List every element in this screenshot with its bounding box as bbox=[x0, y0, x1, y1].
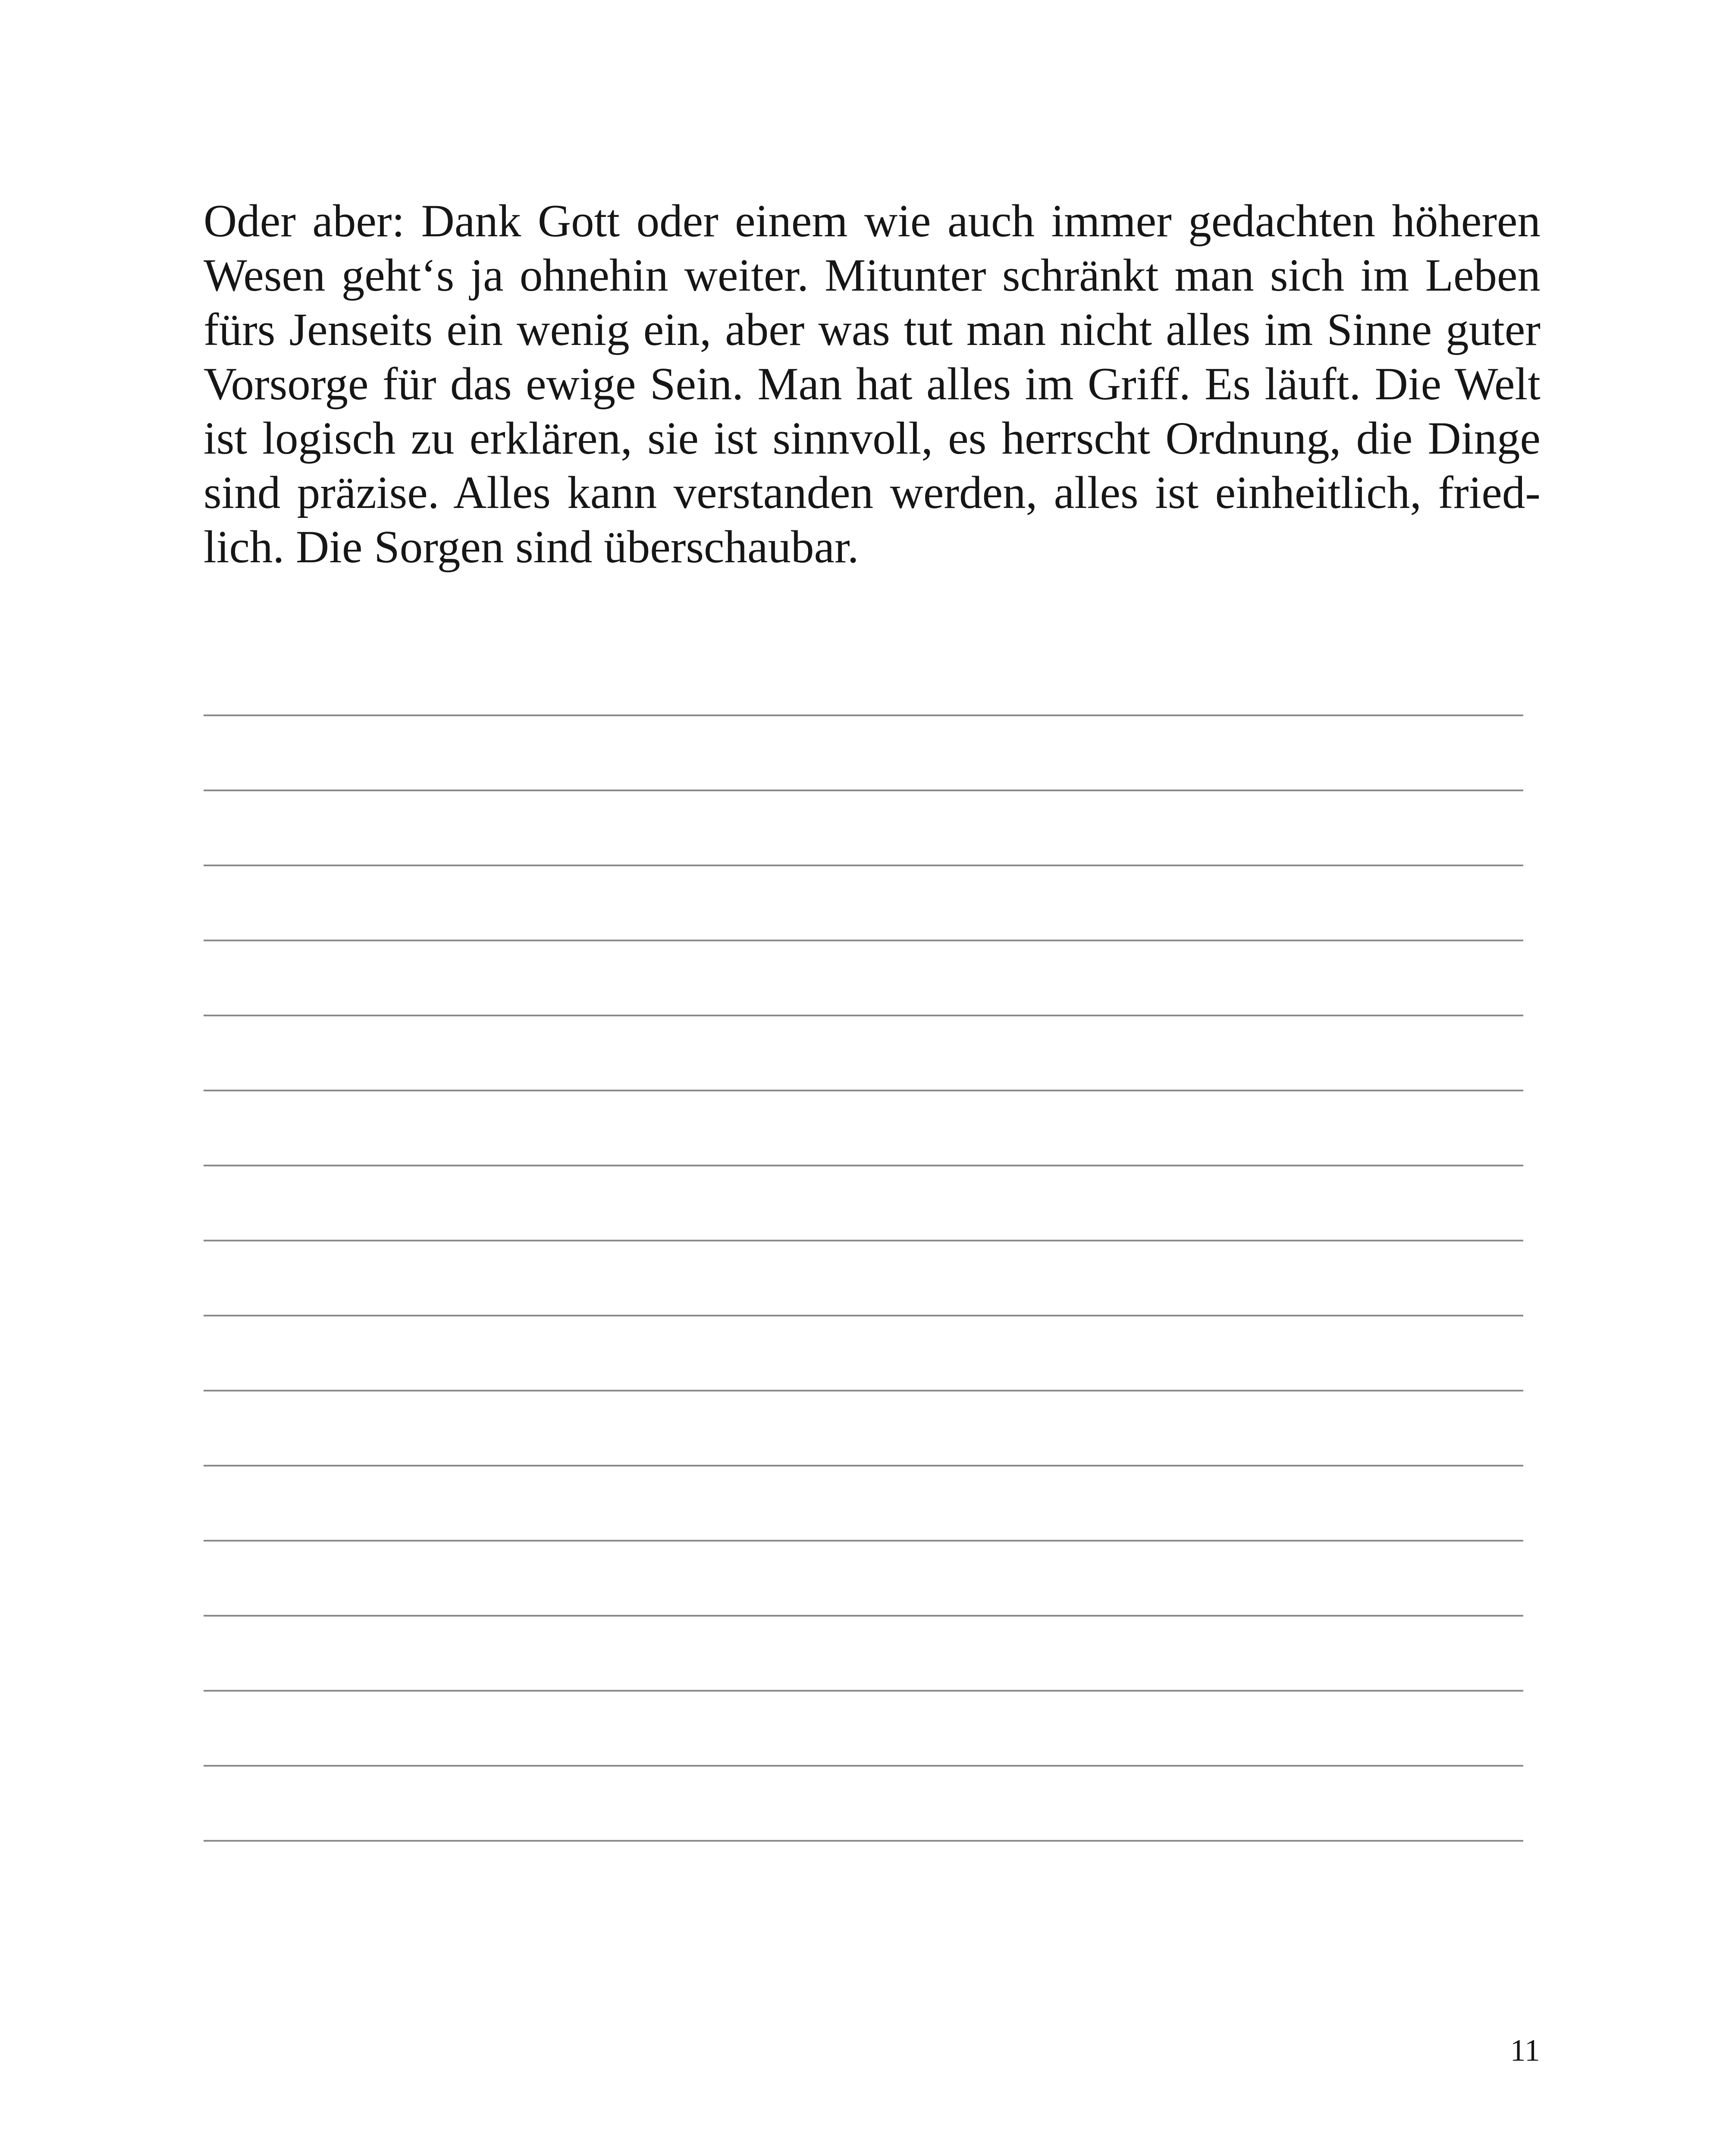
paragraph-line: lich. Die Sorgen sind überschaubar. bbox=[204, 522, 859, 573]
writing-line bbox=[204, 1540, 1523, 1542]
body-paragraph bbox=[204, 194, 1541, 574]
paragraph-line: sind präzise. Alles kann verstanden werden, alles ist einheitlich, fried- bbox=[204, 467, 1541, 518]
writing-line bbox=[204, 1615, 1523, 1617]
paragraph-line: ist logisch zu erklären, sie ist sinnvoll, es herrscht Ordnung, die Dinge bbox=[204, 413, 1541, 464]
writing-line bbox=[204, 1315, 1523, 1316]
writing-line bbox=[204, 1165, 1523, 1166]
paragraph-line: fürs Jenseits ein wenig ein, aber was tut man nicht alles im Sinne guter bbox=[204, 304, 1541, 355]
paragraph-line: Wesen geht‘s ja ohnehin weiter. Mitunter schränkt man sich im Leben bbox=[204, 250, 1541, 301]
writing-line bbox=[204, 1390, 1523, 1391]
writing-line bbox=[204, 1690, 1523, 1692]
writing-line bbox=[204, 940, 1523, 941]
writing-line bbox=[204, 1765, 1523, 1767]
paragraph-line: Oder aber: Dank Gott oder einem wie auch immer gedachten höheren bbox=[204, 196, 1541, 247]
writing-line bbox=[204, 1015, 1523, 1016]
writing-line bbox=[204, 1840, 1523, 1842]
writing-line bbox=[204, 1240, 1523, 1241]
writing-line bbox=[204, 714, 1523, 716]
writing-line bbox=[204, 1465, 1523, 1467]
paragraph-line: Vorsorge für das ewige Sein. Man hat alles im Griff. Es läuft. Die Welt bbox=[204, 359, 1541, 410]
writing-line bbox=[204, 790, 1523, 791]
page-number: 11 bbox=[1510, 2033, 1540, 2068]
writing-line bbox=[204, 1090, 1523, 1091]
writing-line bbox=[204, 865, 1523, 866]
